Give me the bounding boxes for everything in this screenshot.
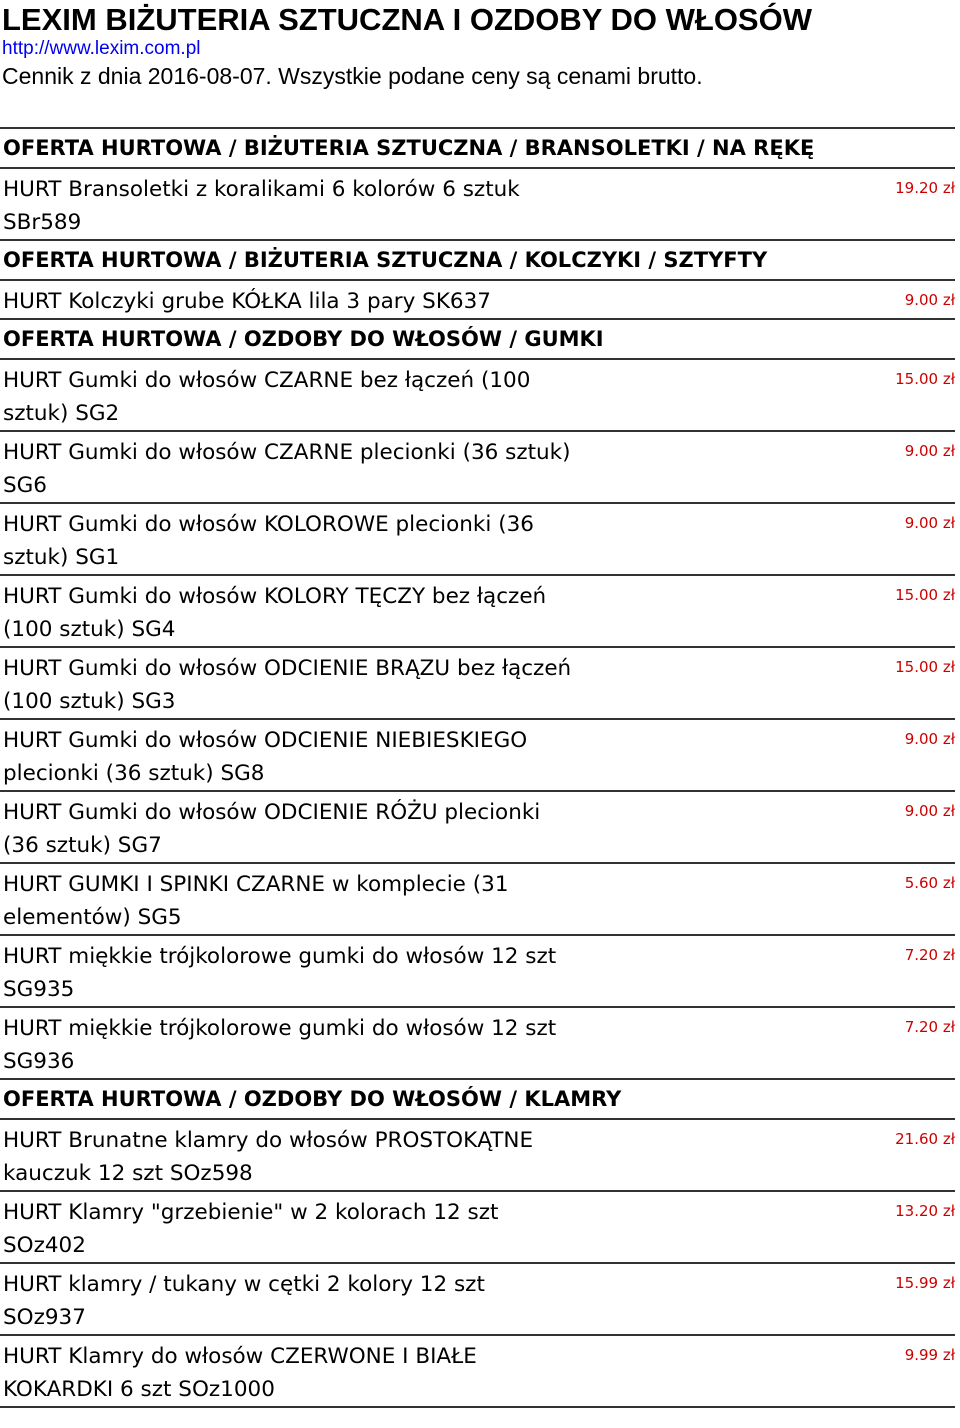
product-price: 9.00 zł xyxy=(904,730,955,748)
product-row xyxy=(0,864,955,936)
product-name: HURT Gumki do włosów ODCIENIE RÓŻU plecionki (36 sztuk) SG7 xyxy=(3,800,541,858)
product-price: 15.00 zł xyxy=(895,370,955,388)
product-name: HURT Gumki do włosów ODCIENIE NIEBIESKIEGO plecionki (36 sztuk) SG8 xyxy=(3,728,528,786)
product-price: 15.00 zł xyxy=(895,586,955,604)
category-header: OFERTA HURTOWA / BIŻUTERIA SZTUCZNA / KOLCZYKI / SZTYFTY xyxy=(0,241,955,281)
product-row xyxy=(0,720,955,792)
product-row xyxy=(0,169,955,241)
product-row xyxy=(0,432,955,504)
product-row xyxy=(0,360,955,432)
product-row xyxy=(0,504,955,576)
product-row xyxy=(0,648,955,720)
category-header: OFERTA HURTOWA / BIŻUTERIA SZTUCZNA / BRANSOLETKI / NA RĘKĘ xyxy=(0,127,955,169)
product-row xyxy=(0,792,955,864)
product-name: HURT Gumki do włosów ODCIENIE BRĄZU bez łączeń (100 sztuk) SG3 xyxy=(3,656,572,714)
category-header: OFERTA HURTOWA / OZDOBY DO WŁOSÓW / GUMKI xyxy=(0,320,955,360)
product-price: 7.20 zł xyxy=(904,1018,955,1036)
price-list-date-note: Cennik z dnia 2016-08-07. Wszystkie podane ceny są cenami brutto. xyxy=(2,63,703,89)
product-name: HURT GUMKI I SPINKI CZARNE w komplecie (31 elementów) SG5 xyxy=(3,872,509,930)
product-name: HURT Gumki do włosów KOLORY TĘCZY bez łączeń (100 sztuk) SG4 xyxy=(3,584,547,642)
product-price: 9.00 zł xyxy=(904,514,955,532)
product-name: HURT Klamry "grzebienie" w 2 kolorach 12 szt SOz402 xyxy=(3,1200,499,1258)
page-title: LEXIM BIŻUTERIA SZTUCZNA I OZDOBY DO WŁOSÓW xyxy=(2,2,812,37)
product-price: 9.00 zł xyxy=(904,291,955,309)
product-row xyxy=(0,576,955,648)
product-price: 9.00 zł xyxy=(904,802,955,820)
product-price: 9.00 zł xyxy=(904,442,955,460)
category-header: OFERTA HURTOWA / OZDOBY DO WŁOSÓW / KLAMRY xyxy=(0,1080,955,1120)
product-price: 13.20 zł xyxy=(895,1202,955,1220)
product-row xyxy=(0,1264,955,1336)
product-price: 7.20 zł xyxy=(904,946,955,964)
product-price: 21.60 zł xyxy=(895,1130,955,1148)
price-list xyxy=(0,127,955,1408)
product-name: HURT Bransoletki z koralikami 6 kolorów 6 sztuk SBr589 xyxy=(3,177,520,235)
product-price: 9.99 zł xyxy=(904,1346,955,1364)
product-row xyxy=(0,281,955,320)
product-name: HURT Brunatne klamry do włosów PROSTOKĄTNE kauczuk 12 szt SOz598 xyxy=(3,1128,534,1186)
product-name: HURT Kolczyki grube KÓŁKA lila 3 pary SK637 xyxy=(3,289,491,314)
product-name: HURT miękkie trójkolorowe gumki do włosów 12 szt SG936 xyxy=(3,1016,557,1074)
product-price: 15.00 zł xyxy=(895,658,955,676)
product-price: 15.99 zł xyxy=(895,1274,955,1292)
product-name: HURT klamry / tukany w cętki 2 kolory 12 szt SOz937 xyxy=(3,1272,485,1330)
product-price: 19.20 zł xyxy=(895,179,955,197)
product-name: HURT Gumki do włosów CZARNE plecionki (36 sztuk) SG6 xyxy=(3,440,571,498)
page-header xyxy=(0,2,960,90)
product-name: HURT Gumki do włosów CZARNE bez łączeń (100 sztuk) SG2 xyxy=(3,368,531,426)
product-name: HURT miękkie trójkolorowe gumki do włosów 12 szt SG935 xyxy=(3,944,557,1002)
product-price: 5.60 zł xyxy=(904,874,955,892)
product-row xyxy=(0,1120,955,1192)
product-row xyxy=(0,1008,955,1080)
website-link[interactable]: http://www.lexim.com.pl xyxy=(2,38,201,59)
product-name: HURT Gumki do włosów KOLOROWE plecionki (36 sztuk) SG1 xyxy=(3,512,534,570)
product-row xyxy=(0,1336,955,1408)
product-row xyxy=(0,936,955,1008)
product-name: HURT Klamry do włosów CZERWONE I BIAŁE KOKARDKI 6 szt SOz1000 xyxy=(3,1344,477,1402)
product-row xyxy=(0,1192,955,1264)
